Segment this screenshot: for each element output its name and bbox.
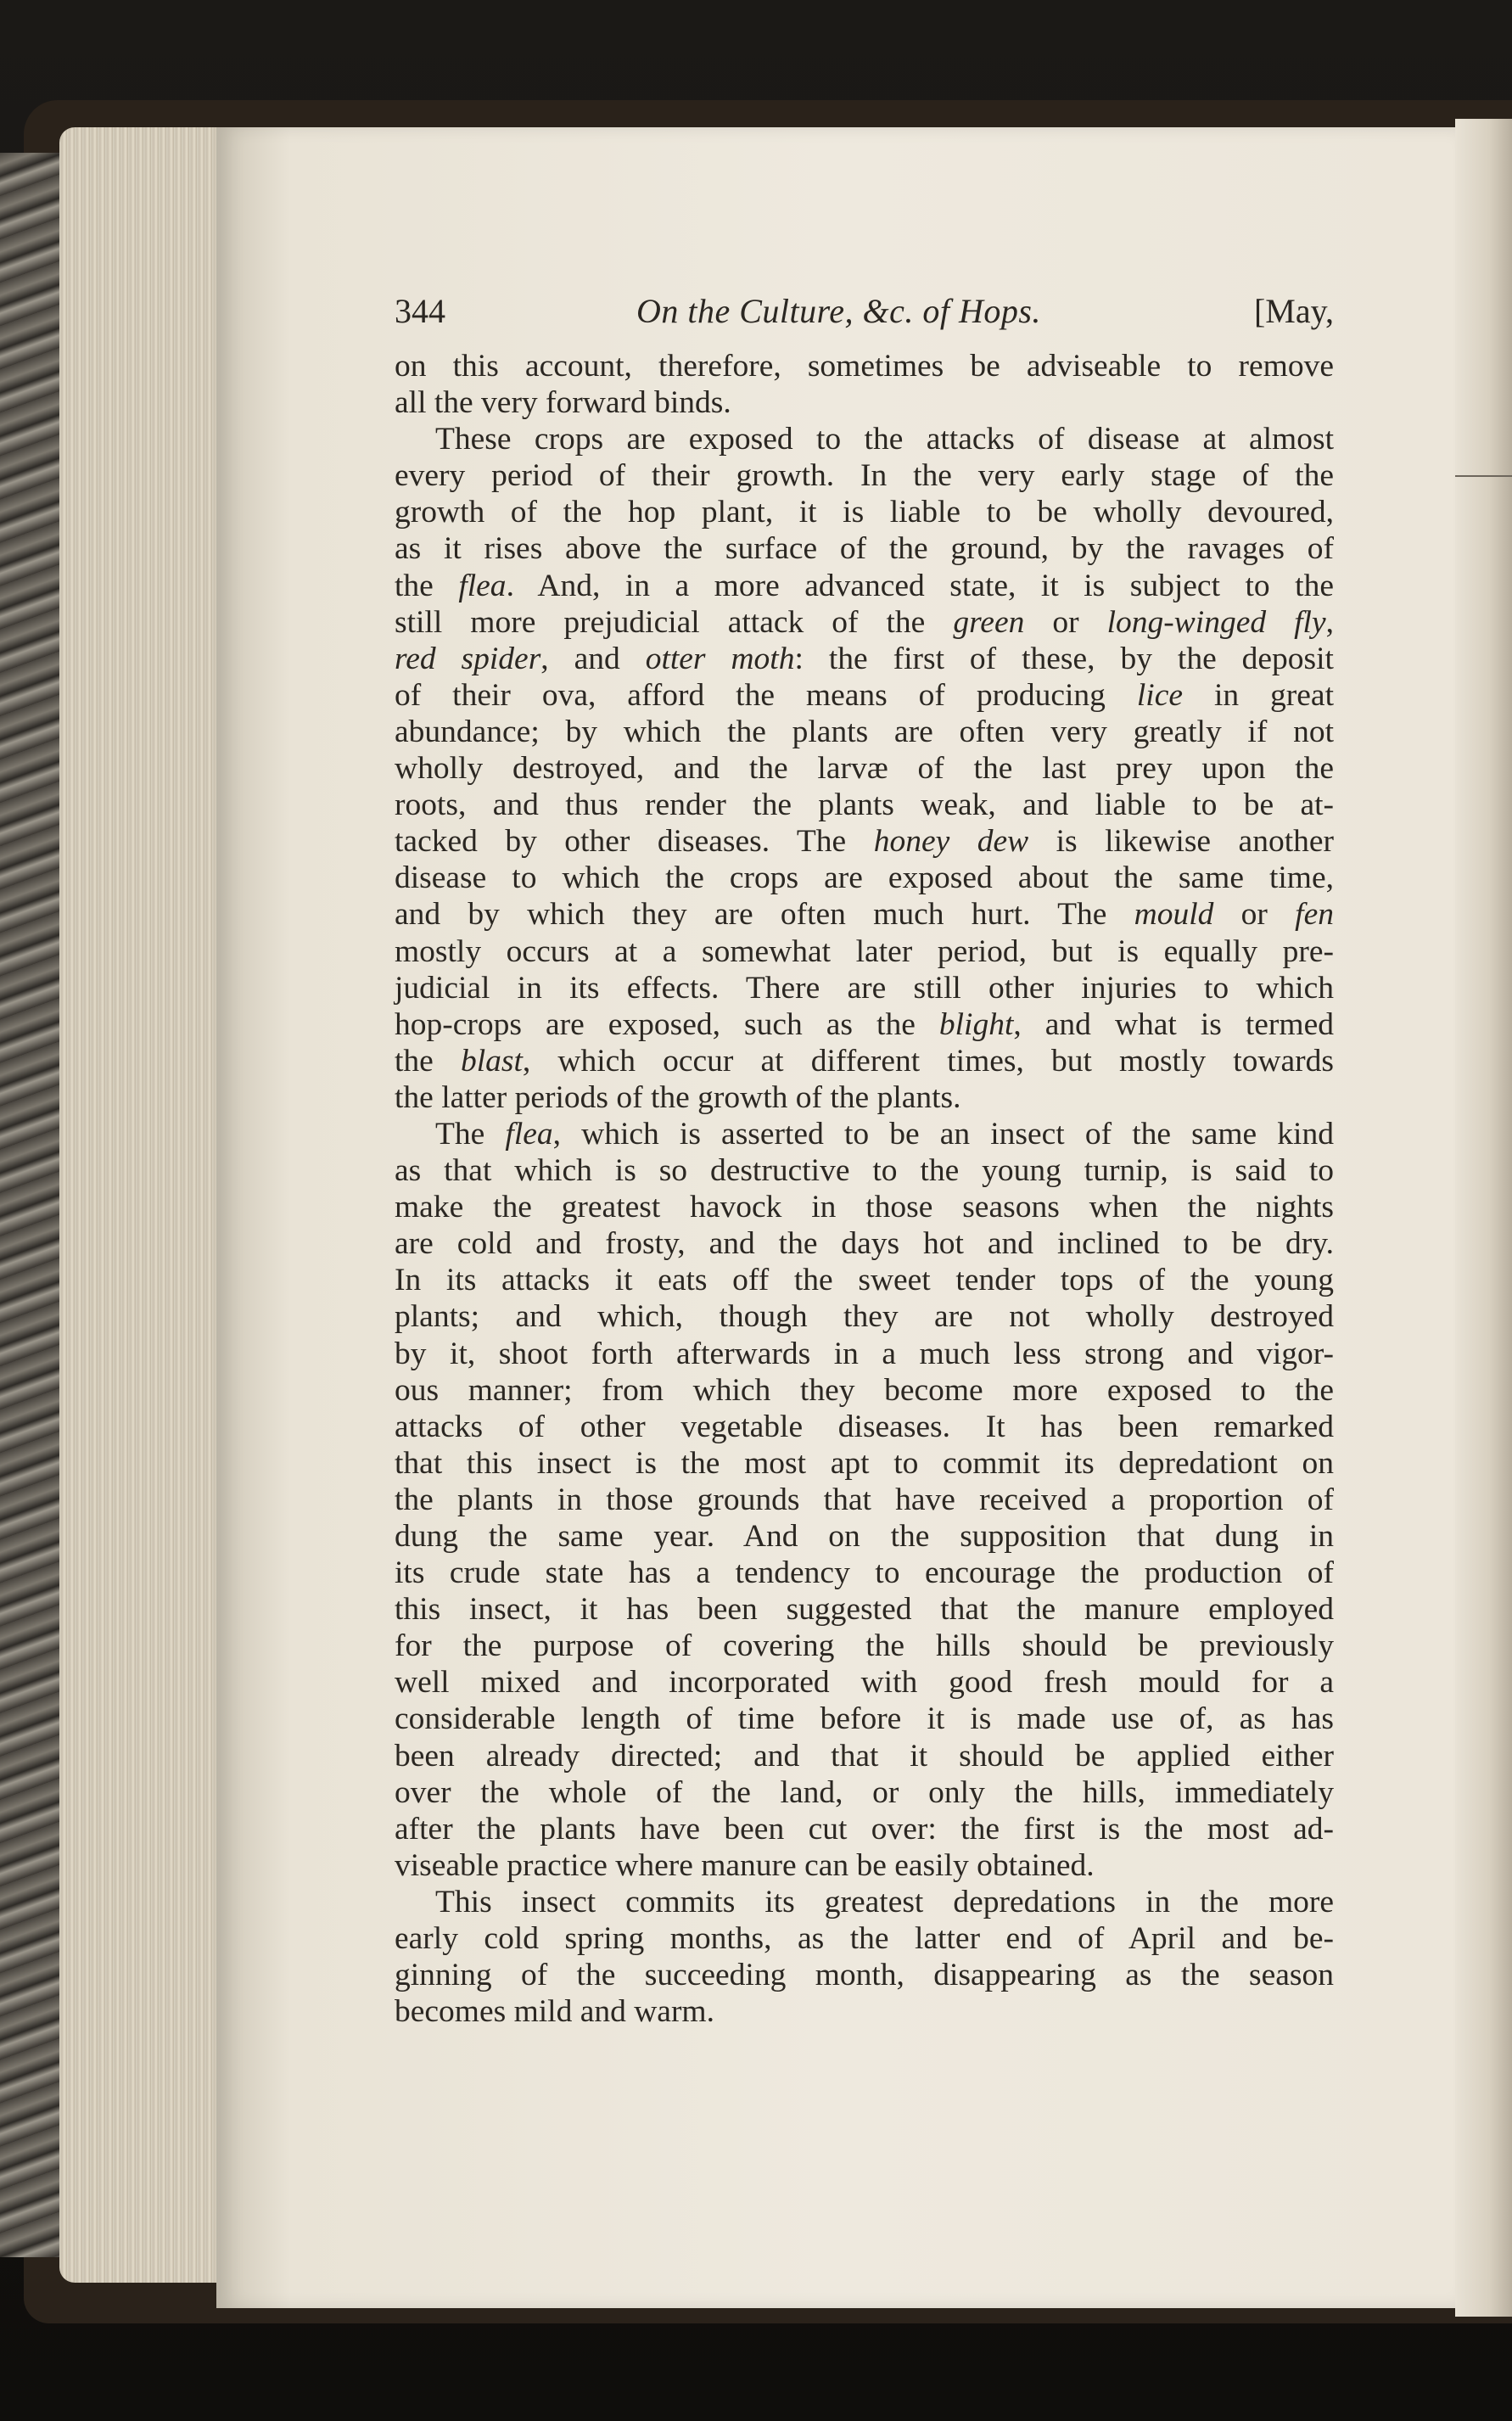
text-run: by it, shoot forth afterwards in a much less strong and vigor- <box>395 1336 1334 1371</box>
text-run: mostly occurs at a somewhat later period, but is equally pre- <box>395 933 1334 969</box>
text-run: roots, and thus render the plants weak, and liable to be at- <box>395 787 1334 823</box>
text-run: hop-crops are exposed, such as the <box>395 1006 939 1042</box>
text-run: ginning of the succeeding month, disappearing as the season <box>395 1958 1334 1993</box>
text-run: plants; and which, though they are not wholly destroyed <box>395 1299 1334 1335</box>
text-line <box>395 641 1334 677</box>
text-run: abundance; by which the plants are often very greatly if not <box>395 714 1334 749</box>
italic-term: blast <box>460 1043 523 1079</box>
italic-term: red spider <box>395 641 541 676</box>
text-run: the plants in those grounds that have received a proportion of <box>395 1482 1334 1517</box>
text-run: after the plants have been cut over: the first is the most ad- <box>395 1811 1334 1847</box>
text-line <box>395 1006 1334 1043</box>
text-line <box>395 860 1334 896</box>
text-run: This insect commits its greatest depredations in the more <box>435 1884 1334 1919</box>
text-run: its crude state has a tendency to encourage the production of <box>395 1555 1334 1591</box>
text-run: are cold and frosty, and the days hot and inclined to be dry. <box>395 1226 1334 1262</box>
text-run: well mixed and incorporated with good fresh mould for a <box>395 1665 1334 1701</box>
text-line <box>395 1372 1334 1409</box>
text-run: attacks of other vegetable diseases. It has been remarked <box>395 1409 1334 1444</box>
text-line <box>395 714 1334 750</box>
text-run: judicial in its effects. There are still other injuries to which <box>395 970 1334 1006</box>
text-line <box>395 1482 1334 1518</box>
text-line <box>395 1262 1334 1298</box>
text-run: : the first of these, by the deposit <box>794 641 1334 676</box>
text-run: , <box>1325 604 1334 640</box>
text-run: the <box>395 568 459 603</box>
text-run: all the very forward binds. <box>395 385 731 421</box>
text-run: viseable practice where manure can be easily obtained. <box>395 1847 1095 1883</box>
text-line <box>395 1189 1334 1225</box>
text-line <box>395 1079 1334 1116</box>
text-run: the <box>395 1043 461 1079</box>
text-line <box>395 348 1334 384</box>
text-run: tacked by other diseases. The <box>395 824 874 860</box>
text-line <box>395 1738 1334 1774</box>
text-line <box>395 933 1334 970</box>
text-line <box>395 421 1334 457</box>
italic-term: blight <box>938 1006 1014 1042</box>
text-run: disease to which the crops are exposed about the same time, <box>395 860 1334 896</box>
text-run: for the purpose of covering the hills should be previously <box>395 1628 1334 1664</box>
text-line <box>395 530 1334 567</box>
running-header <box>395 287 1334 336</box>
italic-term: lice <box>1136 677 1183 713</box>
text-line <box>395 1628 1334 1664</box>
text-run: still more prejudicial attack of the <box>395 604 954 640</box>
text-line <box>395 1409 1334 1445</box>
text-line <box>395 677 1334 714</box>
text-run: dung the same year. And on the supposition that dung in <box>395 1519 1334 1554</box>
text-line <box>395 1116 1334 1152</box>
italic-term: green <box>953 604 1025 640</box>
italic-term: flea <box>458 568 507 603</box>
text-run: been already directed; and that it should be applied either <box>395 1738 1334 1774</box>
text-run: , and <box>540 641 646 676</box>
text-run: in great <box>1183 677 1334 713</box>
text-run: and by which they are often much hurt. The <box>395 897 1134 933</box>
text-run: over the whole of the land, or only the hills, immediately <box>395 1774 1334 1810</box>
text-run: In its attacks it eats off the sweet tender tops of the young <box>395 1263 1334 1298</box>
text-run: early cold spring months, as the latter end of April and be- <box>395 1921 1334 1957</box>
page-number: 344 <box>395 292 445 330</box>
text-line <box>395 457 1334 494</box>
text-line <box>395 1445 1334 1482</box>
text-run: as it rises above the surface of the ground, by the ravages of <box>395 531 1334 567</box>
text-run: growth of the hop plant, it is liable to be wholly devoured, <box>395 495 1334 530</box>
text-line <box>395 896 1334 933</box>
text-run: the latter periods of the growth of the plants. <box>395 1079 961 1115</box>
text-run: on this account, therefore, sometimes be adviseable to remove <box>395 349 1334 384</box>
marbled-endpaper <box>0 153 59 2257</box>
text-run: , and what is termed <box>1013 1006 1334 1042</box>
text-line <box>395 1884 1334 1920</box>
italic-term: honey dew <box>873 824 1029 860</box>
text-line <box>395 787 1334 823</box>
text-line <box>395 1701 1334 1737</box>
text-line <box>395 604 1334 641</box>
text-run: that this insect is the most apt to commit its depredationt on <box>395 1445 1334 1481</box>
facing-page-edge <box>1455 119 1512 2317</box>
text-run: every period of their growth. In the very early stage of the <box>395 458 1334 494</box>
text-line <box>395 1518 1334 1555</box>
text-run: , which is asserted to be an insect of the same kind <box>552 1116 1334 1152</box>
text-run: or <box>1213 897 1296 933</box>
text-run: considerable length of time before it is made use of, as has <box>395 1701 1334 1737</box>
text-line <box>395 1957 1334 1993</box>
text-line <box>395 1920 1334 1957</box>
text-line <box>395 1152 1334 1189</box>
text-line <box>395 384 1334 421</box>
text-run: These crops are exposed to the attacks of disease at almost <box>435 422 1334 457</box>
text-run: The <box>435 1116 506 1152</box>
text-run: . And, in a more advanced state, it is subject to the <box>506 568 1334 603</box>
text-run: make the greatest havock in those seasons when the nights <box>395 1190 1334 1225</box>
running-title: On the Culture, &c. of Hops. <box>636 292 1041 330</box>
page-content <box>395 287 1334 2030</box>
text-line <box>395 1664 1334 1701</box>
text-run: is likewise another <box>1028 824 1334 860</box>
text-run: wholly destroyed, and the larvæ of the last prey upon the <box>395 751 1334 787</box>
text-line <box>395 1555 1334 1591</box>
text-line <box>395 1591 1334 1628</box>
text-line <box>395 823 1334 860</box>
month-label: [May, <box>1253 292 1334 330</box>
italic-term: mould <box>1134 897 1214 933</box>
text-line <box>395 1811 1334 1847</box>
text-line <box>395 494 1334 530</box>
text-line <box>395 1225 1334 1262</box>
text-run: as that which is so destructive to the young turnip, is said to <box>395 1153 1334 1189</box>
text-run: becomes mild and warm. <box>395 1994 714 2030</box>
italic-term: fen <box>1295 897 1334 933</box>
text-line <box>395 1774 1334 1811</box>
text-run: , which occur at different times, but mostly towards <box>522 1043 1334 1079</box>
page-edges <box>59 127 229 2283</box>
text-line <box>395 750 1334 787</box>
italic-term: flea <box>505 1116 553 1152</box>
italic-term: otter moth <box>645 641 795 676</box>
body-text <box>395 348 1334 2030</box>
text-line <box>395 568 1334 604</box>
text-line <box>395 1847 1334 1884</box>
text-line <box>395 1993 1334 2030</box>
text-run: of their ova, afford the means of producing <box>395 677 1137 713</box>
text-run: this insect, it has been suggested that the manure employed <box>395 1592 1334 1628</box>
text-line <box>395 1043 1334 1079</box>
text-run: or <box>1024 604 1107 640</box>
text-line <box>395 1336 1334 1372</box>
text-line <box>395 970 1334 1006</box>
text-line <box>395 1298 1334 1335</box>
italic-term: long-winged fly <box>1106 604 1326 640</box>
text-run: ous manner; from which they become more exposed to the <box>395 1372 1334 1408</box>
